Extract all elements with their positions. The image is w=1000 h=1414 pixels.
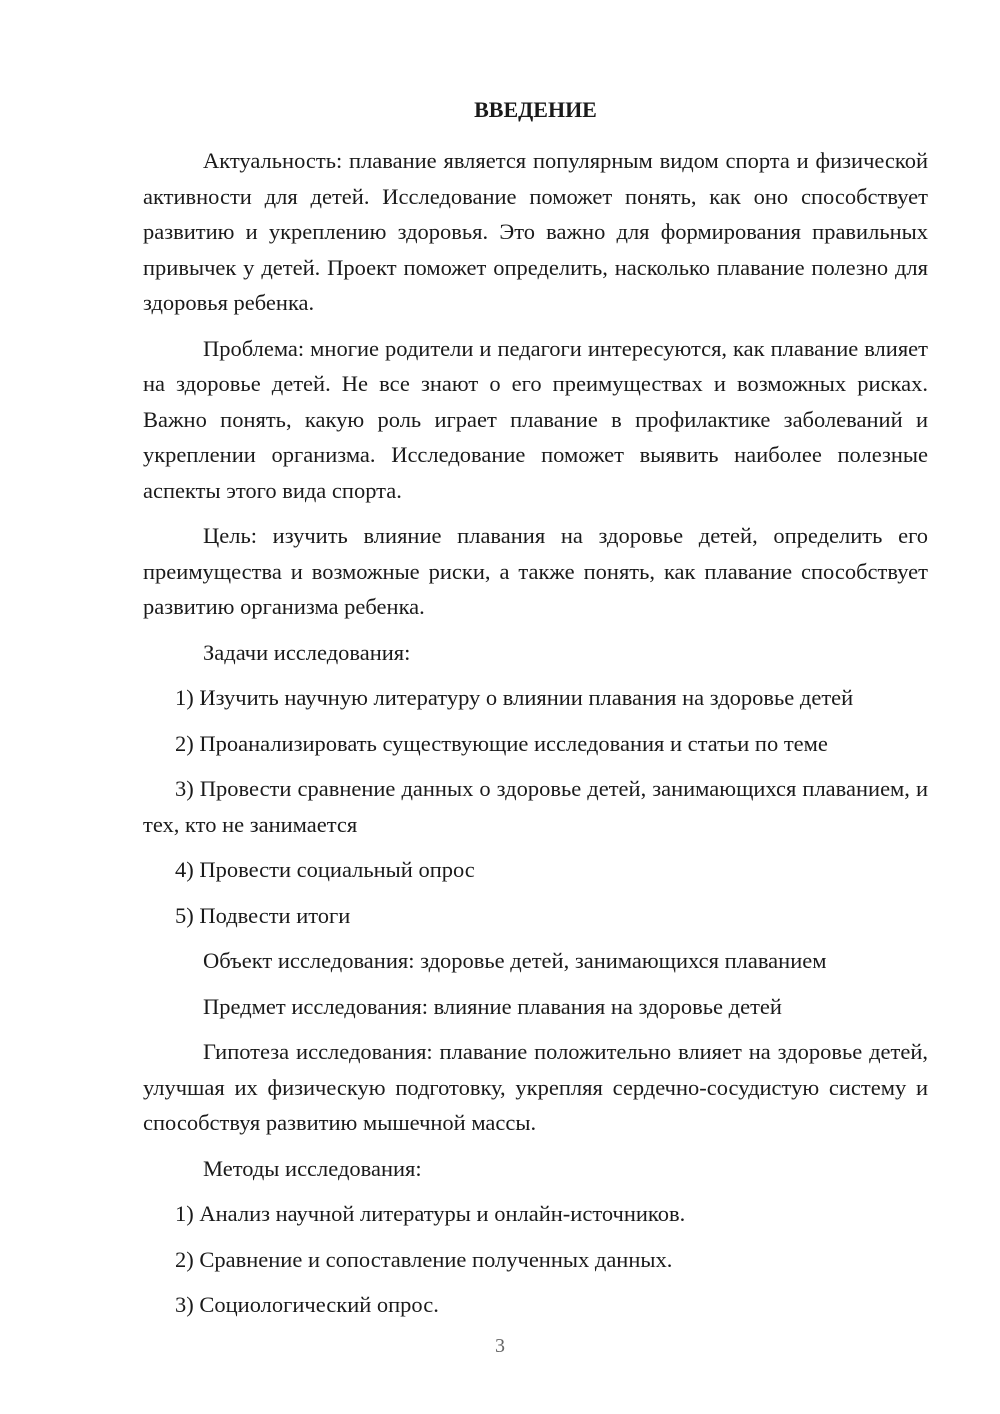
task-item: 5) Подвести итоги <box>175 902 351 928</box>
document-page <box>143 95 928 1333</box>
paragraph-subject: Предмет исследования: влияние плавания на здоровье детей <box>203 993 782 1019</box>
section-title: ВВЕДЕНИЕ <box>474 97 597 122</box>
paragraph-goal: Цель: изучить влияние плавания на здоровье детей, определить его преимущества и возможные риски, а также понять, как плавание способствует развитию организма ребенка. <box>143 523 928 619</box>
task-item: 2) Проанализировать существующие исследования и статьи по теме <box>175 730 828 756</box>
task-item: 4) Провести социальный опрос <box>175 857 475 882</box>
paragraph-object: Объект исследования: здоровье детей, занимающихся плаванием <box>203 948 827 973</box>
paragraph-relevance: Актуальность: плавание является популярным видом спорта и физической активности для детей. Исследование поможет понять, как оно способствует развитию и укреплению здоровья. Это важно для формирования правильных привычек у детей. Проект поможет определить, насколько плавание полезно для здоровья ребенка. <box>143 148 928 315</box>
paragraph-hypothesis: Гипотеза исследования: плавание положительно влияет на здоровье детей, улучшая их физическую подготовку, укрепляя сердечно-сосудистую систему и способствуя развитию мышечной массы. <box>143 1039 928 1135</box>
method-item: 1) Анализ научной литературы и онлайн-источников. <box>175 1201 686 1226</box>
task-item: 1) Изучить научную литературу о влиянии плавания на здоровье детей <box>175 685 854 710</box>
tasks-heading: Задачи исследования: <box>203 639 411 665</box>
paragraph-problem: Проблема: многие родители и педагоги интересуются, как плавание влияет на здоровье детей. Не все знают о его преимуществах и возможных рисках. Важно понять, какую роль играет плавание в профилактике заболеваний и укреплении организма. Исследование поможет выявить наиболее полезные аспекты этого вида спорта. <box>143 335 928 503</box>
method-item: 2) Сравнение и сопоставление полученных данных. <box>175 1246 673 1272</box>
method-item: 3) Социологический опрос. <box>175 1292 439 1317</box>
page-number: 3 <box>495 1335 505 1357</box>
methods-heading: Методы исследования: <box>203 1155 422 1181</box>
task-item: 3) Провести сравнение данных о здоровье детей, занимающихся плаванием, и тех, кто не занимается <box>143 776 928 837</box>
